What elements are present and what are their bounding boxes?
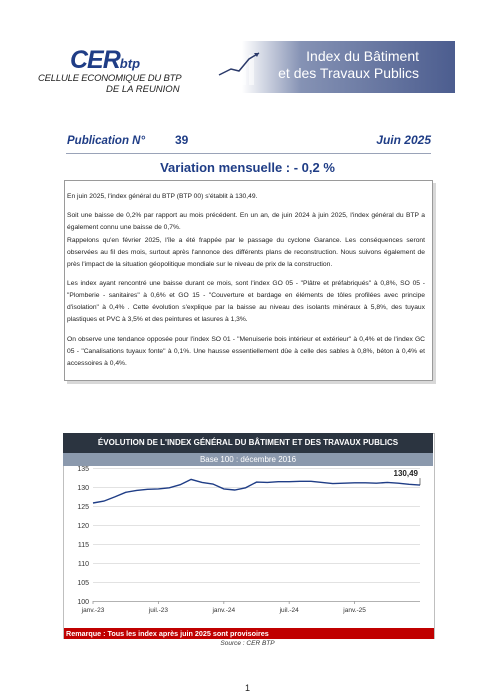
logo-brand-suffix: btp [119,56,141,71]
header-title-line2: et des Travaux Publics [278,65,419,81]
x-tick-label: janv.-24 [212,607,236,614]
x-tick-label: juil.-23 [148,607,168,614]
header-title [278,48,419,82]
trend-chart-icon [213,45,273,89]
y-tick-label: 105 [77,580,89,587]
paragraph-index-value: En juin 2025, l'index général du BTP (BTP 00) s'établit à 130,49. [67,193,258,200]
paragraph-decreases: Les index ayant rencontré une baisse durant ce mois, sont l'index GO 05 - "Plâtre et préfabriqués" à 0,8%, SO 05 - "Plomberie - sanitaires" à 0,6% et GO 15 - "Couverture et bardage en éléments de tôles profilées avec principe d'isolation" à 0,4% . Cette évolution s'explique par la baisse au niveau des isolants minéraux à 5,8%, des tuyaux plastiques et PVC à 3,5% et des peintures et lasures à 1,3%. [67,280,425,323]
x-tick-label: janv.-23 [81,607,105,614]
index-line-chart [63,466,433,618]
publication-label: Publication N° [67,135,146,147]
publication-number: 39 [175,133,189,147]
paragraph-variation: Soit une baisse de 0,2% par rapport au mois précédent. En un an, de juin 2024 à juin 2025, l'index général du BTP a également connu une baisse de 0,7%. [67,212,425,231]
chart-title: ÉVOLUTION DE L'INDEX GÉNÉRAL DU BÂTIMENT ET DES TRAVAUX PUBLICS [63,433,433,453]
logo-brand-text: CER [70,46,120,74]
page-number: 1 [244,683,250,693]
y-tick-label: 130 [77,485,89,492]
logo-brand [70,46,140,75]
paragraph-increases: On observe une tendance opposée pour l'index SO 01 - "Menuiserie bois intérieur et extérieur" à 0,4% et de l'index GC 05 - "Canalisations tuyaux fonte" à 0,1%. Une hausse essentiellement dûe à celle des sables à 0,8%, béton à 0,4% et accessoires à 0,4%. [67,336,425,367]
paragraph-cyclone: Rappelons qu'en février 2025, l'île a été frappée par le passage du cyclone Garance. Les conséquences seront observées au fil des mois, surtout après l'annonce des différents plans de reconstruction. Nous suivons également de près l'impact de la situation géopolitique mondiale sur le niveau de prix de la construction. [67,237,425,268]
summary-text-box [64,180,433,381]
header-banner [207,41,455,93]
provisional-remark: Remarque : Tous les index après juin 2025 sont provisoires [64,628,434,639]
logo-subtitle-line1: CELLULE ECONOMIQUE DU BTP [38,73,182,84]
x-tick-label: juil.-24 [279,607,299,614]
y-tick-label: 120 [77,523,89,530]
headline-variation: Variation mensuelle : - 0,2 % [160,160,335,175]
header-title-line1: Index du Bâtiment [306,48,419,64]
divider [66,153,431,154]
y-tick-label: 125 [77,504,89,511]
logo-subtitle-line2: DE LA REUNION [106,84,180,95]
cer-btp-logo [38,46,218,104]
y-tick-label: 135 [77,466,89,473]
source-note: Source : CER BTP [220,640,275,647]
y-tick-label: 100 [77,599,89,606]
last-value-label: 130,49 [393,469,418,479]
y-tick-label: 115 [77,542,89,549]
x-tick-label: janv.-25 [343,607,366,614]
chart-subtitle: Base 100 : décembre 2016 [63,453,433,466]
y-tick-label: 110 [77,561,89,568]
publication-date: Juin 2025 [376,133,431,147]
index-series-line [93,479,420,503]
